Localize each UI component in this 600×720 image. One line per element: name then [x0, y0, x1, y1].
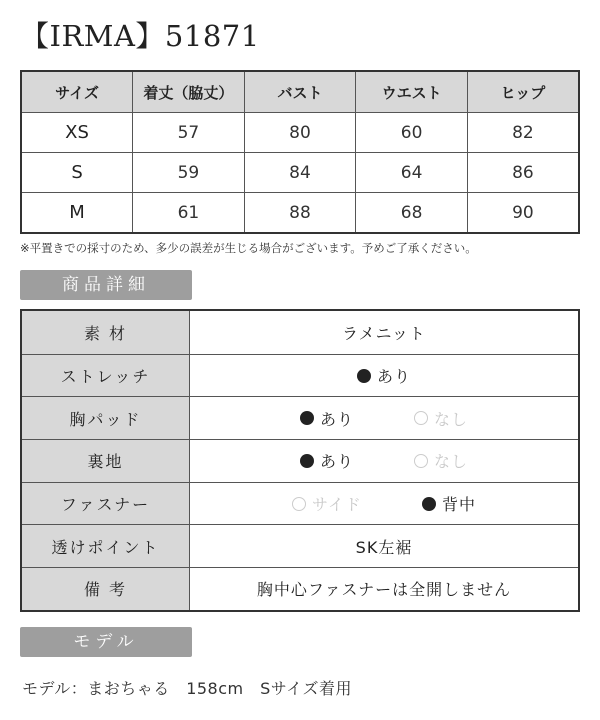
hip-cell: 86 [467, 153, 579, 193]
empty-circle-icon [292, 497, 306, 511]
size-cell: XS [21, 113, 133, 153]
detail-row-stretch [22, 354, 578, 397]
detail-value [190, 355, 578, 397]
option-unselected [414, 449, 468, 472]
detail-label: 素 材 [22, 311, 190, 354]
detail-row-material [22, 311, 578, 354]
waist-cell: 64 [356, 153, 468, 193]
detail-row-sheer [22, 524, 578, 567]
detail-value: 胸中心ファスナーは全開しません [256, 580, 512, 600]
header-size: サイズ [21, 71, 133, 113]
hip-cell: 90 [467, 193, 579, 234]
option-unselected [414, 407, 468, 430]
model-section-label: モデル [20, 627, 192, 657]
option-label: なし [434, 452, 469, 472]
option-selected [357, 364, 411, 387]
detail-label: 備 考 [22, 568, 190, 610]
header-bust: バスト [244, 71, 356, 113]
detail-value [190, 397, 578, 439]
detail-row-lining [22, 439, 578, 482]
details-section-label: 商品詳細 [20, 270, 192, 300]
option-label: 背中 [441, 495, 476, 515]
page-title: 【IRMA】51871 [20, 19, 260, 53]
table-row [21, 113, 579, 153]
header-length: 着丈（脇丈） [133, 71, 245, 113]
detail-value [190, 440, 578, 482]
length-cell: 57 [133, 113, 245, 153]
measurement-note: ※平置きでの採寸のため、多少の誤差が生じる場合がございます。予めご了承ください。 [20, 241, 477, 255]
waist-cell: 60 [356, 113, 468, 153]
detail-value: ラメニット [342, 323, 426, 343]
detail-value [190, 483, 578, 525]
hip-cell: 82 [467, 113, 579, 153]
length-cell: 61 [133, 193, 245, 234]
filled-circle-icon [300, 454, 314, 468]
option-label: あり [319, 409, 354, 429]
option-unselected [292, 492, 362, 515]
size-table [20, 70, 580, 234]
model-info: モデル：まおちゃる 158cm Sサイズ着用 [22, 679, 352, 698]
table-row [21, 153, 579, 193]
filled-circle-icon [357, 369, 371, 383]
filled-circle-icon [300, 411, 314, 425]
size-cell: S [21, 153, 133, 193]
detail-row-remarks [22, 567, 578, 610]
bust-cell: 84 [244, 153, 356, 193]
table-row [21, 193, 579, 234]
detail-label: 裏地 [22, 440, 190, 482]
option-selected [300, 449, 354, 472]
detail-label: 胸パッド [22, 397, 190, 439]
waist-cell: 68 [356, 193, 468, 234]
option-selected [300, 407, 354, 430]
header-waist: ウエスト [356, 71, 468, 113]
option-label: あり [319, 452, 354, 472]
filled-circle-icon [422, 497, 436, 511]
detail-label: 透けポイント [22, 525, 190, 567]
size-cell: M [21, 193, 133, 234]
detail-label: ストレッチ [22, 355, 190, 397]
detail-value: SK左裾 [355, 537, 413, 557]
length-cell: 59 [133, 153, 245, 193]
bust-cell: 80 [244, 113, 356, 153]
option-selected [422, 492, 476, 515]
bust-cell: 88 [244, 193, 356, 234]
option-label: サイド [312, 495, 362, 515]
option-label: なし [434, 409, 469, 429]
detail-row-pad [22, 396, 578, 439]
detail-row-fastener [22, 482, 578, 525]
details-table [20, 309, 580, 612]
size-table-header-row [21, 71, 579, 113]
empty-circle-icon [414, 411, 428, 425]
detail-label: ファスナー [22, 483, 190, 525]
option-label: あり [376, 367, 411, 387]
header-hip: ヒップ [467, 71, 579, 113]
empty-circle-icon [414, 454, 428, 468]
